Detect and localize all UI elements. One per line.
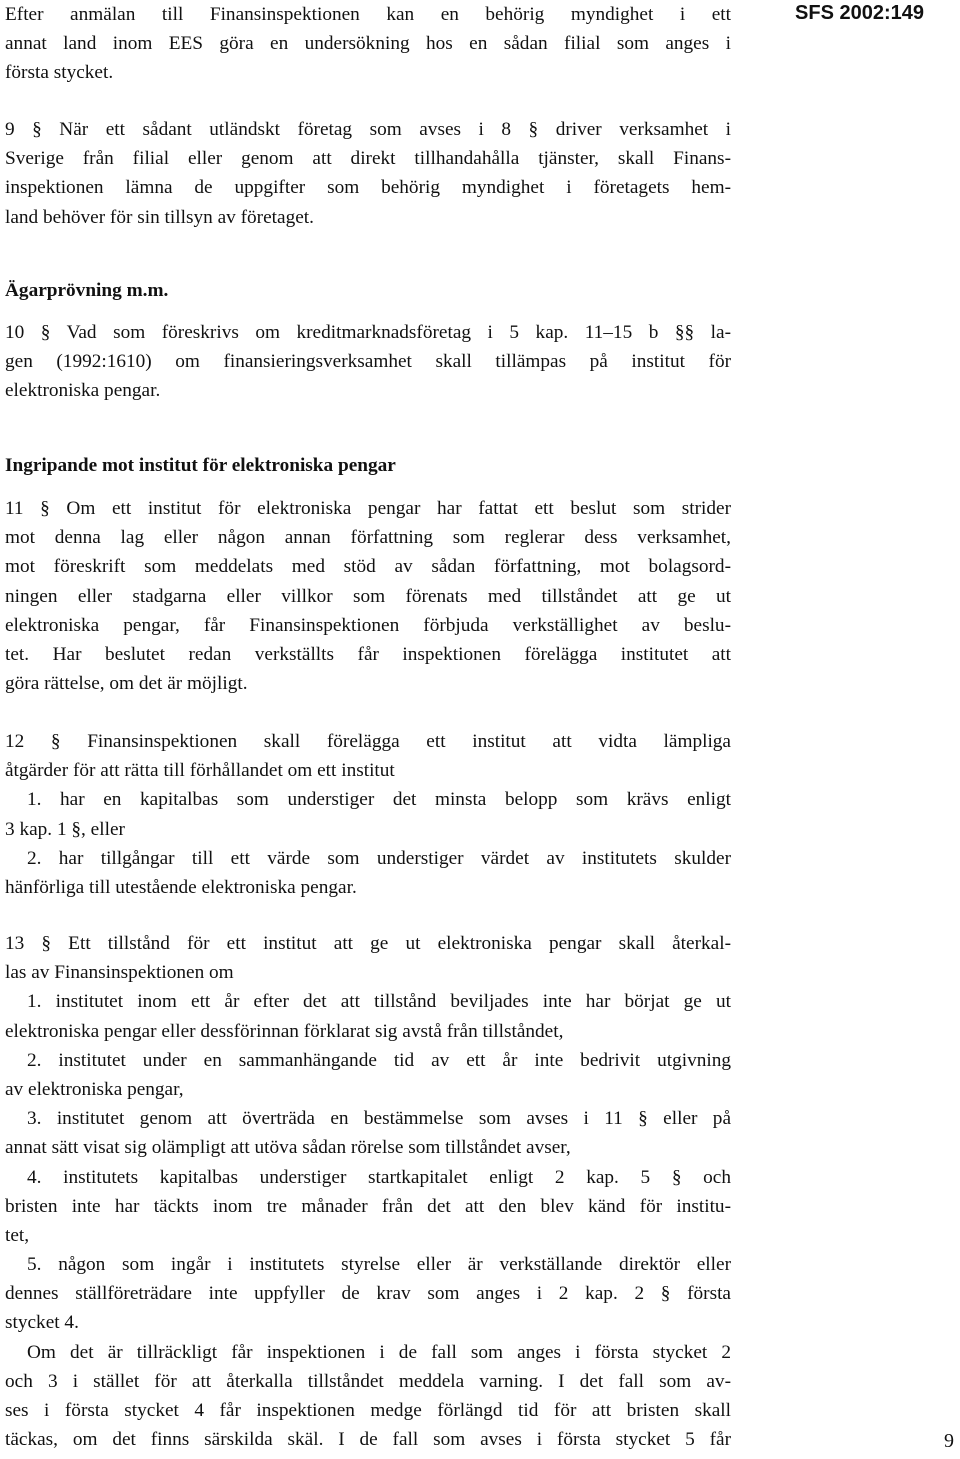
text-line: hänförliga till utestående elektroniska pengar.: [5, 876, 357, 898]
text-line: Sverige från filial eller genom att direkt tillhandahålla tjänster, skall Finans-: [5, 148, 731, 170]
section-13: [5, 929, 731, 1454]
text-line: inspektionen lämna de uppgifter som behörig myndighet i företagets hem-: [5, 177, 731, 199]
text-line: tet,: [5, 1224, 30, 1246]
text-line: bristen inte har täckts inom tre månader från det att den blev känd för institu-: [5, 1195, 731, 1217]
section-12: [5, 727, 731, 902]
list-item: 2. institutet under en sammanhängande tid av ett år inte bedrivit utgivning: [27, 1049, 731, 1071]
text-line: mot denna lag eller någon annan författning som reglerar dess verksamhet,: [5, 527, 731, 549]
section-10: [5, 318, 731, 406]
list-item: 4. institutets kapitalbas understiger startkapitalet enligt 2 kap. 5 § och: [27, 1166, 731, 1188]
page-number: 9: [944, 1430, 954, 1452]
section-9: [5, 115, 731, 232]
text-line: gen (1992:1610) om finansieringsverksamhet skall tillämpas på institut för: [5, 351, 731, 373]
intro-paragraph: [5, 0, 731, 88]
text-line: ningen eller stadgarna eller villkor som förenats med tillståndet att ge ut: [5, 585, 731, 607]
section-heading: Ägarprövning m.m.: [5, 280, 169, 301]
text-line: annat sätt visat sig olämpligt att utöva sådan rörelse som tillståndet avser,: [5, 1137, 571, 1159]
text-line: elektroniska pengar.: [5, 380, 161, 402]
section-heading: Ingripande mot institut för elektroniska pengar: [5, 455, 396, 476]
text-line: Efter anmälan till Finansinspektionen kan en behörig myndighet i ett: [5, 4, 731, 25]
list-item: 1. institutet inom ett år efter det att tillstånd beviljades inte har börjat ge ut: [27, 991, 731, 1013]
text-line: göra rättelse, om det är möjligt.: [5, 673, 248, 695]
text-line: las av Finansinspektionen om: [5, 962, 234, 984]
heading-agarprovning: [5, 276, 731, 305]
section-11: [5, 494, 731, 698]
text-line: elektroniska pengar eller dessförinnan förklarat sig avstå från tillståndet,: [5, 1020, 564, 1042]
text-line: 13 § Ett tillstånd för ett institut att ge ut elektroniska pengar skall återkal-: [5, 933, 731, 954]
text-line: täckas, om det finns särskilda skäl. I de fall som avses i första stycket 5 får: [5, 1429, 731, 1451]
text-line: mot föreskrift som meddelats med stöd av sådan författning, mot bolagsord-: [5, 556, 731, 578]
text-line: 9 § När ett sådant utländskt företag som avses i 8 § driver verksamhet i: [5, 119, 731, 140]
list-item: 3. institutet genom att överträda en bestämmelse som avses i 11 § eller på: [27, 1108, 731, 1130]
text-line: 10 § Vad som föreskrivs om kreditmarknadsföretag i 5 kap. 11–15 b §§ la-: [5, 322, 731, 343]
text-line: dennes ställföreträdare inte uppfyller de krav som anges i 2 kap. 2 § första: [5, 1283, 731, 1305]
text-line: av elektroniska pengar,: [5, 1078, 184, 1100]
list-item: 2. har tillgångar till ett värde som understiger värdet av institutets skulder: [27, 847, 731, 869]
text-line: elektroniska pengar, får Finansinspektionen förbjuda verkställighet av beslu-: [5, 614, 731, 636]
text-line: ses i första stycket 4 får inspektionen medge förlängd tid för att bristen skall: [5, 1400, 731, 1421]
text-line: och 3 i stället för att återkalla tillståndet meddela varning. I det fall som av-: [5, 1370, 731, 1392]
text-line: 12 § Finansinspektionen skall förelägga ett institut att vidta lämpliga: [5, 731, 731, 752]
text-line: land behöver för sin tillsyn av företaget.: [5, 206, 314, 228]
sfs-number: SFS 2002:149: [795, 2, 924, 24]
text-line: annat land inom EES göra en undersökning hos en sådan filial som anges i: [5, 33, 731, 55]
list-item: 1. har en kapitalbas som understiger det minsta belopp som krävs enligt: [27, 789, 731, 811]
list-item: 5. någon som ingår i institutets styrelse eller är verkställande direktör eller: [27, 1254, 731, 1276]
text-line: 11 § Om ett institut för elektroniska pengar har fattat ett beslut som strider: [5, 498, 731, 519]
text-line: åtgärder för att rätta till förhållandet om ett institut: [5, 760, 395, 782]
text-line: Om det är tillräckligt får inspektionen i de fall som anges i första stycket 2: [27, 1341, 731, 1363]
heading-ingripande: [5, 451, 731, 480]
text-line: stycket 4.: [5, 1312, 79, 1334]
text-line: tet. Har beslutet redan verkställts får inspektionen förelägga institutet att: [5, 643, 731, 665]
text-line: 3 kap. 1 §, eller: [5, 818, 125, 840]
text-line: första stycket.: [5, 62, 114, 84]
